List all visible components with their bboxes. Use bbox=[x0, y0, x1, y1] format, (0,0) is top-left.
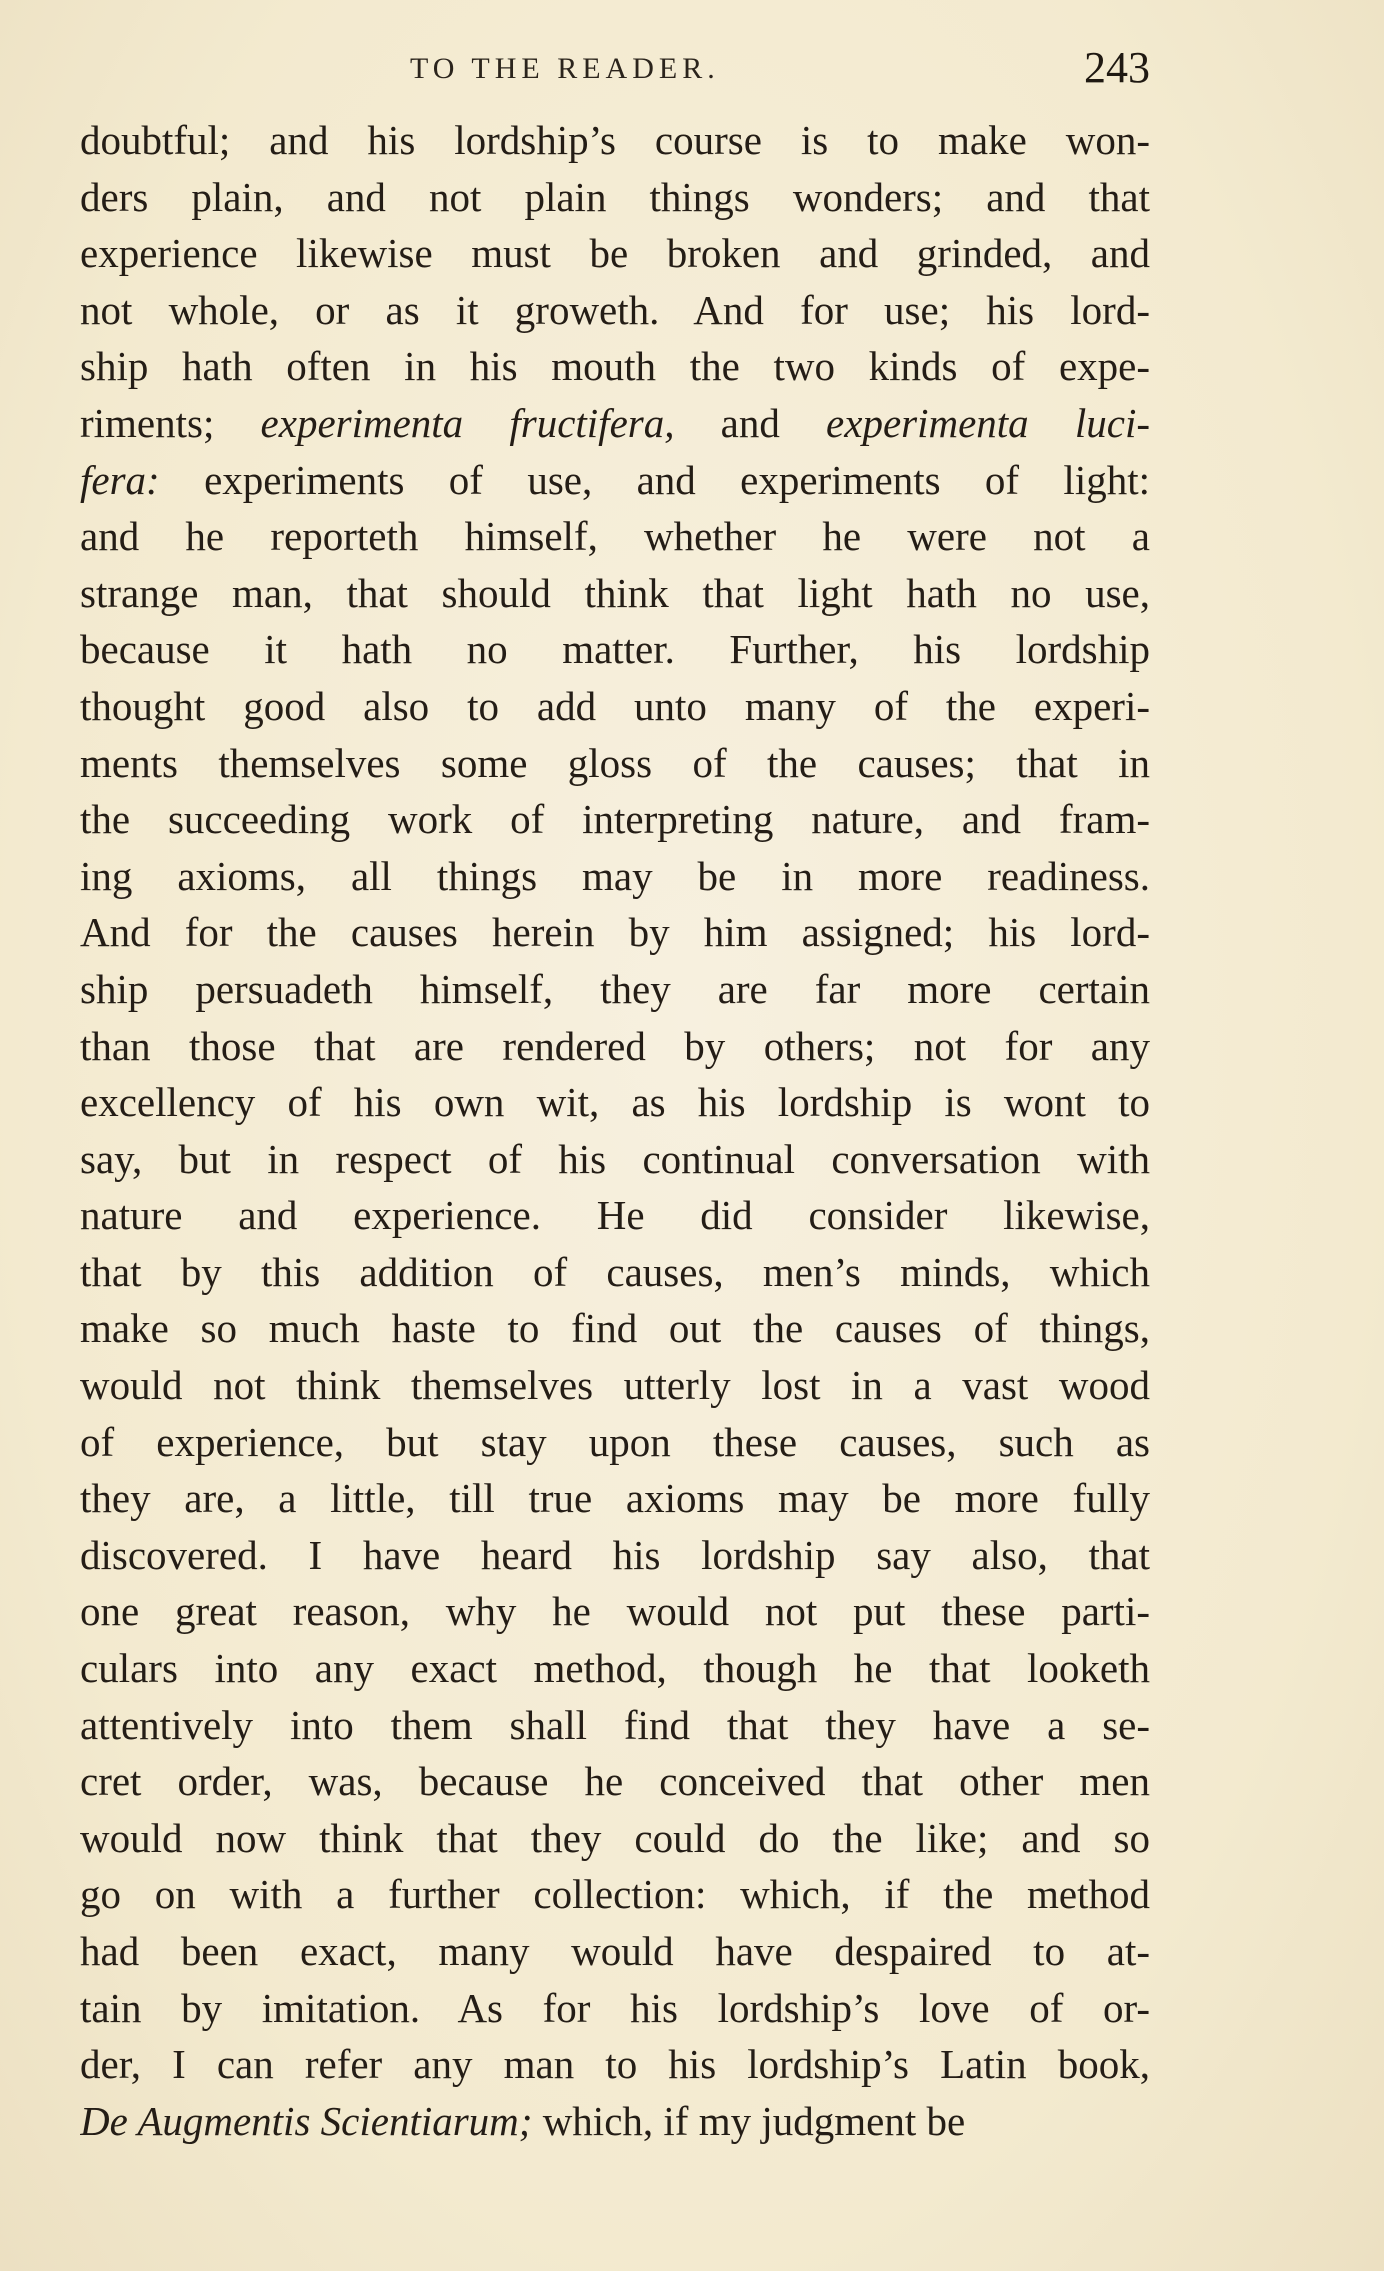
text-line bbox=[80, 282, 1150, 339]
text-line bbox=[80, 225, 1150, 282]
italic-text: De Augmentis Scientiarum; bbox=[80, 2097, 533, 2144]
text-line bbox=[80, 338, 1150, 395]
text-run: strange man, that should think that light hath no use, bbox=[80, 569, 1150, 616]
text-run: the succeeding work of interpreting nature, and fram- bbox=[80, 796, 1150, 843]
text-run: they are, a little, till true axioms may be more fully bbox=[80, 1475, 1150, 1522]
text-run: attentively into them shall find that they have a se- bbox=[80, 1701, 1150, 1748]
text-line bbox=[80, 2093, 1150, 2150]
text-line bbox=[80, 1414, 1150, 1471]
italic-text: fera: bbox=[80, 456, 160, 503]
page-header bbox=[80, 42, 1150, 102]
text-run: experience likewise must be broken and grinded, and bbox=[80, 230, 1150, 277]
text-run: that by this addition of causes, men’s minds, which bbox=[80, 1248, 1150, 1295]
text-line bbox=[80, 1527, 1150, 1584]
text-run: thought good also to add unto many of the experi- bbox=[80, 682, 1150, 729]
text-run: make so much haste to find out the causes of things, bbox=[80, 1305, 1150, 1352]
text-run: ing axioms, all things may be in more readiness. bbox=[80, 852, 1150, 899]
italic-text: experimenta luci- bbox=[826, 399, 1150, 446]
text-line bbox=[80, 1074, 1150, 1131]
text-run: nature and experience. He did consider likewise, bbox=[80, 1192, 1150, 1239]
text-run: and he reporteth himself, whether he were not a bbox=[80, 513, 1150, 560]
text-run: and bbox=[674, 399, 827, 446]
text-run: go on with a further collection: which, if the method bbox=[80, 1871, 1150, 1918]
text-run: had been exact, many would have despaired to at- bbox=[80, 1928, 1150, 1974]
text-line bbox=[80, 565, 1150, 622]
text-line bbox=[80, 1923, 1150, 1980]
text-run: say, but in respect of his continual conversation with bbox=[80, 1135, 1150, 1182]
text-run: would now think that they could do the like; and so bbox=[80, 1814, 1150, 1861]
text-line bbox=[80, 1980, 1150, 2037]
page-number: 243 bbox=[1084, 43, 1150, 92]
text-run: experiments of use, and experiments of light: bbox=[159, 456, 1150, 503]
text-run: because it hath no matter. Further, his lordship bbox=[80, 626, 1150, 673]
text-line bbox=[80, 112, 1150, 169]
running-head: TO THE READER. bbox=[410, 52, 720, 85]
text-line bbox=[80, 1866, 1150, 1923]
text-run: ments themselves some gloss of the causes; that in bbox=[80, 739, 1150, 786]
text-line bbox=[80, 735, 1150, 792]
text-line bbox=[80, 452, 1150, 509]
text-run: which, if my judgment be bbox=[532, 2097, 966, 2144]
text-line bbox=[80, 1583, 1150, 1640]
text-run: tain by imitation. As for his lordship’s love of or- bbox=[80, 1984, 1150, 2031]
text-line bbox=[80, 791, 1150, 848]
text-run: excellency of his own wit, as his lordship is wont to bbox=[80, 1079, 1150, 1126]
text-line bbox=[80, 961, 1150, 1018]
text-run: would not think themselves utterly lost in a vast wood bbox=[80, 1362, 1150, 1409]
text-line bbox=[80, 2036, 1150, 2093]
text-run: culars into any exact method, though he that looketh bbox=[80, 1645, 1150, 1692]
text-run: ders plain, and not plain things wonders; and that bbox=[80, 173, 1150, 220]
text-line bbox=[80, 1244, 1150, 1301]
text-run: discovered. I have heard his lordship say also, that bbox=[80, 1531, 1150, 1578]
text-line bbox=[80, 1697, 1150, 1754]
text-line bbox=[80, 1187, 1150, 1244]
text-run: ship persuadeth himself, they are far more certain bbox=[80, 965, 1150, 1012]
text-line bbox=[80, 1131, 1150, 1188]
text-line bbox=[80, 1470, 1150, 1527]
text-run: of experience, but stay upon these causes, such as bbox=[80, 1418, 1150, 1465]
text-line bbox=[80, 508, 1150, 565]
text-line bbox=[80, 169, 1150, 226]
text-run: doubtful; and his lordship’s course is to make won- bbox=[80, 117, 1150, 163]
text-run: And for the causes herein by him assigned; his lord- bbox=[80, 909, 1150, 956]
text-run: not whole, or as it groweth. And for use; his lord- bbox=[80, 286, 1150, 333]
text-line bbox=[80, 1753, 1150, 1810]
text-line bbox=[80, 848, 1150, 905]
text-run: ship hath often in his mouth the two kinds of expe- bbox=[80, 343, 1150, 390]
text-run: one great reason, why he would not put these parti- bbox=[80, 1588, 1150, 1635]
text-line bbox=[80, 1640, 1150, 1697]
body-text bbox=[80, 112, 1150, 2149]
text-line bbox=[80, 395, 1150, 452]
text-run: riments; bbox=[80, 399, 261, 446]
text-run: der, I can refer any man to his lordship’s Latin book, bbox=[80, 2041, 1150, 2088]
text-run: than those that are rendered by others; not for any bbox=[80, 1022, 1150, 1069]
text-line bbox=[80, 678, 1150, 735]
text-run: cret order, was, because he conceived that other men bbox=[80, 1758, 1150, 1805]
text-line bbox=[80, 1300, 1150, 1357]
text-line bbox=[80, 621, 1150, 678]
text-line bbox=[80, 1810, 1150, 1867]
text-line bbox=[80, 1018, 1150, 1075]
italic-text: experimenta fructifera, bbox=[260, 399, 675, 446]
text-line bbox=[80, 904, 1150, 961]
text-line bbox=[80, 1357, 1150, 1414]
